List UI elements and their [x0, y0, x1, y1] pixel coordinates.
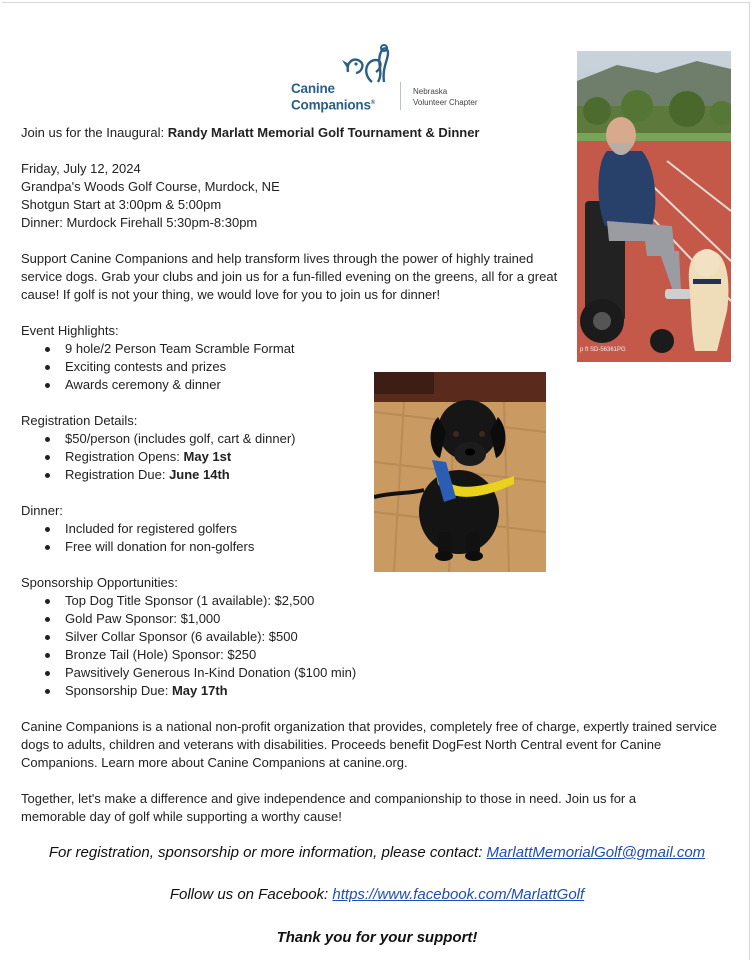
dinner-item: Included for registered golfers — [21, 520, 254, 538]
puppy-photo-illustration — [374, 372, 546, 572]
dog-logo-icon — [336, 42, 396, 86]
registration-price: $50/person (includes golf, cart & dinner) — [21, 430, 296, 448]
logo-chapter-line2: Volunteer Chapter — [413, 98, 478, 107]
registration-opens-label: Registration Opens: — [65, 449, 184, 464]
puppy-in-yellow-vest-photo — [374, 372, 546, 572]
logo-registered-mark: ® — [370, 100, 375, 106]
logo-name-line1: Canine — [291, 81, 335, 96]
facebook-label: Follow us on Facebook: — [169, 886, 333, 903]
sponsorship-section — [21, 574, 356, 700]
wheelchair-photo-illustration — [577, 51, 731, 362]
registration-opens — [21, 448, 296, 466]
canine-companions-logo — [290, 42, 500, 116]
sponsorship-due — [21, 682, 356, 700]
highlights-heading: Event Highlights: — [21, 323, 119, 338]
facebook-link[interactable]: https://www.facebook.com/MarlattGolf — [332, 886, 585, 903]
thank-you-text: Thank you for your support! — [276, 929, 478, 946]
dinner-heading: Dinner: — [21, 503, 63, 518]
contact-email-link[interactable]: MarlattMemorialGolf@gmail.com — [486, 844, 706, 861]
dinner-list — [21, 520, 254, 556]
event-details — [21, 160, 280, 232]
dinner-section — [21, 502, 254, 556]
intro-line — [21, 124, 581, 142]
sponsorship-due-label: Sponsorship Due: — [65, 683, 172, 698]
intro-prefix: Join us for the Inaugural: — [21, 125, 168, 140]
logo-wordmark — [291, 82, 375, 113]
event-dinner: Dinner: Murdock Firehall 5:30pm-8:30pm — [21, 215, 258, 230]
sponsorship-list — [21, 592, 356, 700]
event-location: Grandpa's Woods Golf Course, Murdock, NE — [21, 179, 280, 194]
event-date: Friday, July 12, 2024 — [21, 161, 141, 176]
logo-divider — [400, 82, 401, 110]
support-paragraph: Support Canine Companions and help transform lives through the power of highly trained service dogs. Grab your clubs and join us for a fun-filled evening on the greens, all for a great cause! If golf is not your thing, we would love for you to join us for dinner! — [21, 251, 558, 302]
sponsorship-due-date: May 17th — [171, 683, 228, 698]
highlights-list — [21, 340, 295, 394]
registration-due-date: June 14th — [169, 467, 230, 482]
sponsorship-item: Top Dog Title Sponsor (1 available): $2,500 — [21, 592, 356, 610]
registration-opens-date: May 1st — [183, 449, 232, 464]
registration-section — [21, 412, 296, 484]
contact-line — [0, 844, 754, 861]
contact-label: For registration, sponsorship or more information, please contact: — [48, 844, 487, 861]
event-name: Randy Marlatt Memorial Golf Tournament & Dinner — [167, 125, 480, 140]
highlight-item: Exciting contests and prizes — [21, 358, 295, 376]
sponsorship-heading: Sponsorship Opportunities: — [21, 575, 178, 590]
sponsorship-item: Silver Collar Sponsor (6 available): $500 — [21, 628, 356, 646]
sponsorship-item: Bronze Tail (Hole) Sponsor: $250 — [21, 646, 356, 664]
wheelchair-user-with-service-dog-photo — [577, 51, 731, 362]
highlight-item: 9 hole/2 Person Team Scramble Format — [21, 340, 295, 358]
registration-heading: Registration Details: — [21, 413, 138, 428]
registration-list — [21, 430, 296, 484]
logo-chapter-line1: Nebraska — [413, 87, 448, 96]
dinner-item: Free will donation for non-golfers — [21, 538, 254, 556]
logo-name-line2: Companions — [291, 97, 371, 113]
highlight-item: Awards ceremony & dinner — [21, 376, 295, 394]
registration-due-label: Registration Due: — [65, 467, 170, 482]
sponsorship-item: Gold Paw Sponsor: $1,000 — [21, 610, 356, 628]
together-paragraph: Together, let's make a difference and give independence and companionship to those in need. Join us for a memorable day of golf while supporting a worthy cause! — [21, 791, 637, 824]
facebook-line — [0, 886, 754, 903]
sponsorship-item: Pawsitively Generous In-Kind Donation ($100 min) — [21, 664, 356, 682]
about-paragraph: Canine Companions is a national non-profit organization that provides, completely free of charge, expertly trained service dogs to adults, children and veterans with disabilities. Proceeds benefit DogFest North Central event for Canine Companions. Learn more about Canine Companions at canine.org. — [21, 719, 717, 770]
highlights-section — [21, 322, 295, 394]
registration-due — [21, 466, 296, 484]
event-shotgun: Shotgun Start at 3:00pm & 5:00pm — [21, 197, 222, 212]
photo-caption: p ft SD-56361PG — [580, 347, 626, 353]
logo-chapter — [413, 86, 478, 108]
